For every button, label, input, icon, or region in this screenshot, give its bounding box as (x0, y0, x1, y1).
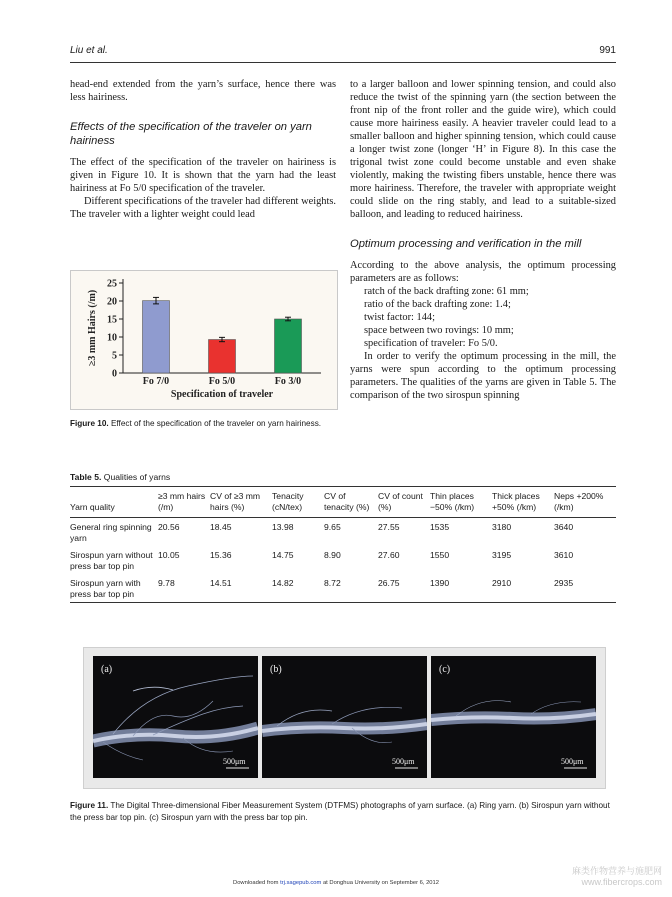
table-cell: 1390 (430, 578, 450, 588)
yarn-photo-c (431, 656, 596, 778)
paragraph-continued: head-end extended from the yarn’s surface, hence there was less hairiness. (70, 79, 336, 103)
figure-11-photos (83, 647, 606, 789)
table-cell: 2935 (554, 578, 574, 588)
table-cell: 27.55 (378, 522, 400, 532)
watermark-line: 麻类作物营养与施肥网 (571, 866, 662, 876)
table-cell: 10.05 (158, 550, 180, 560)
figure-10-caption-text: Effect of the specification of the traveler on yarn hairiness. (110, 419, 322, 428)
y-axis-label: ≥3 mm Hairs (/m) (87, 289, 98, 367)
table-cell: 15.36 (210, 550, 232, 560)
column-header: CV of ≥3 mm hairs (%) (210, 491, 261, 512)
panel-label: (c) (439, 664, 451, 675)
figure-10-label: Figure 10. (70, 419, 109, 428)
table-cell: 1550 (430, 550, 450, 560)
table-header-row (70, 487, 616, 518)
section-heading-optimum: Optimum processing and verification in the mill (350, 238, 582, 250)
table-cell: 3610 (554, 550, 574, 560)
x-tick-label: Fo 5/0 (208, 376, 236, 387)
panel-label: (a) (101, 664, 113, 675)
column-header: CV of tenacity (%) (324, 491, 370, 512)
bar (275, 319, 302, 373)
column-header: Neps +200% (/km) (554, 491, 604, 512)
photo-panel-b (262, 656, 427, 778)
footer-suffix: at Donghua University on September 6, 2012 (322, 880, 439, 886)
table-cell: 3195 (492, 550, 512, 560)
header-rule (70, 62, 616, 63)
yarn-photo-a (93, 656, 258, 778)
table-cell: 14.51 (210, 578, 232, 588)
table-row (70, 518, 616, 547)
bar (209, 340, 236, 373)
site-watermark (572, 866, 662, 888)
table-cell: Sirospun yarn with press bar top pin (70, 578, 141, 599)
y-tick-label: 10 (107, 332, 117, 344)
column-header: Thin places −50% (/km) (430, 491, 475, 512)
y-tick-label: 5 (112, 350, 117, 362)
table-cell: 2910 (492, 578, 512, 588)
table-cell: Sirospun yarn without press bar top pin (70, 550, 153, 571)
footer-link[interactable]: trj.sagepub.com (280, 880, 322, 886)
column-header: Tenacity (cN/tex) (272, 491, 304, 512)
table-cell: 9.78 (158, 578, 175, 588)
y-tick-label: 0 (112, 368, 117, 380)
column-header: CV of count (%) (378, 491, 423, 512)
table-cell: 3180 (492, 522, 512, 532)
figure-10-chart (70, 270, 338, 410)
scale-bar-label: 500μm (561, 757, 584, 766)
left-column (70, 78, 336, 221)
table-5-label: Table 5. (70, 472, 102, 482)
table-5 (70, 486, 616, 603)
parameter-item: space between two rovings: 10 mm; (364, 325, 514, 336)
table-cell: 8.72 (324, 578, 341, 588)
parameter-item: specification of traveler: Fo 5/0. (364, 338, 498, 349)
table-row (70, 546, 616, 574)
table-5-caption (70, 472, 170, 482)
figure-10-caption (70, 418, 336, 429)
x-tick-label: Fo 7/0 (142, 376, 170, 387)
x-tick-label: Fo 3/0 (274, 376, 302, 387)
page-number: 991 (599, 45, 616, 56)
table-cell: 13.98 (272, 522, 294, 532)
x-axis-label: Specification of traveler (170, 389, 274, 400)
panel-label: (b) (270, 664, 282, 675)
paragraph: Different specifications of the traveler had different weights. The traveler with a lighter weight could lead (70, 196, 336, 220)
bar-chart (71, 271, 337, 409)
photo-panel-c (431, 656, 596, 778)
parameter-item: twist factor: 144; (364, 312, 435, 323)
table-cell: 8.90 (324, 550, 341, 560)
table-cell: 3640 (554, 522, 574, 532)
figure-11-caption (70, 800, 616, 824)
y-tick-label: 25 (107, 278, 117, 290)
table-cell: 20.56 (158, 522, 180, 532)
paragraph: According to the above analysis, the optimum processing parameters are as follows: (350, 260, 616, 284)
yarn-photo-b (262, 656, 427, 778)
table-cell: 18.45 (210, 522, 232, 532)
figure-11-caption-text: The Digital Three-dimensional Fiber Measurement System (DTFMS) photographs of yarn surface. (a) Ring yarn. (b) Sirospun yarn without the press bar top pin. (c) Sirospun yarn with the press bar top pin. (70, 801, 610, 822)
watermark-line: www.fibercrops.com (581, 877, 662, 887)
scale-bar-label: 500μm (392, 757, 415, 766)
table-cell: 14.82 (272, 578, 294, 588)
parameter-item: ratio of the back drafting zone: 1.4; (364, 299, 511, 310)
table-cell: 14.75 (272, 550, 294, 560)
table-row (70, 574, 616, 603)
running-header-authors: Liu et al. (70, 45, 108, 56)
column-header: ≥3 mm hairs (/m) (158, 491, 206, 512)
column-header: Thick places +50% (/km) (492, 491, 540, 512)
footer-prefix: Downloaded from (233, 880, 279, 886)
bar (143, 301, 170, 373)
table-5-caption-text: Qualities of yarns (103, 472, 171, 482)
parameter-item: ratch of the back drafting zone: 61 mm; (364, 286, 529, 297)
right-column (350, 78, 616, 402)
table-cell: 27.60 (378, 550, 400, 560)
table-cell: 26.75 (378, 578, 400, 588)
table-cell: 1535 (430, 522, 450, 532)
section-heading-traveler: Effects of the specification of the traveler on yarn hairiness (70, 121, 312, 147)
scale-bar-label: 500μm (223, 757, 246, 766)
column-header: Yarn quality (70, 502, 115, 512)
paragraph: In order to verify the optimum processing in the mill, the yarns were spun according to the optimum processing parameters. The qualities of the yarns are given in Table 5. The comparison of the two sirospun spinning (350, 351, 616, 401)
y-tick-label: 20 (107, 296, 117, 308)
table-cell: General ring spinning yarn (70, 522, 152, 543)
table-cell: 9.65 (324, 522, 341, 532)
y-tick-label: 15 (107, 314, 117, 326)
paragraph: to a larger balloon and lower spinning tension, and could also reduce the twist of the spinning yarn (the section between the front nip of the front roller and the guide wire), which could cause more hairiness easily. A heavier traveler could lead to a smaller balloon and higher spinning tension, which could cause a longer twist zone (longer ‘H’ in Figure 8). In this case the trigonal twist zone could become unstable and even shake violently, making the twisting fibers unstable, hence there was more hairiness. Therefore, the traveler with appropriate weight could slide on the ring stably, and lead to a suitable-sized balloon, and leading to reduced hairiness. (350, 79, 616, 220)
yarn-qualities-table (70, 486, 616, 603)
photo-panel-a (93, 656, 258, 778)
paragraph: The effect of the specification of the traveler on hairiness is given in Figure 10. It is shown that the yarn had the least hairiness at Fo 5/0 specification of the traveler. (70, 157, 336, 194)
figure-11-label: Figure 11. (70, 801, 109, 810)
